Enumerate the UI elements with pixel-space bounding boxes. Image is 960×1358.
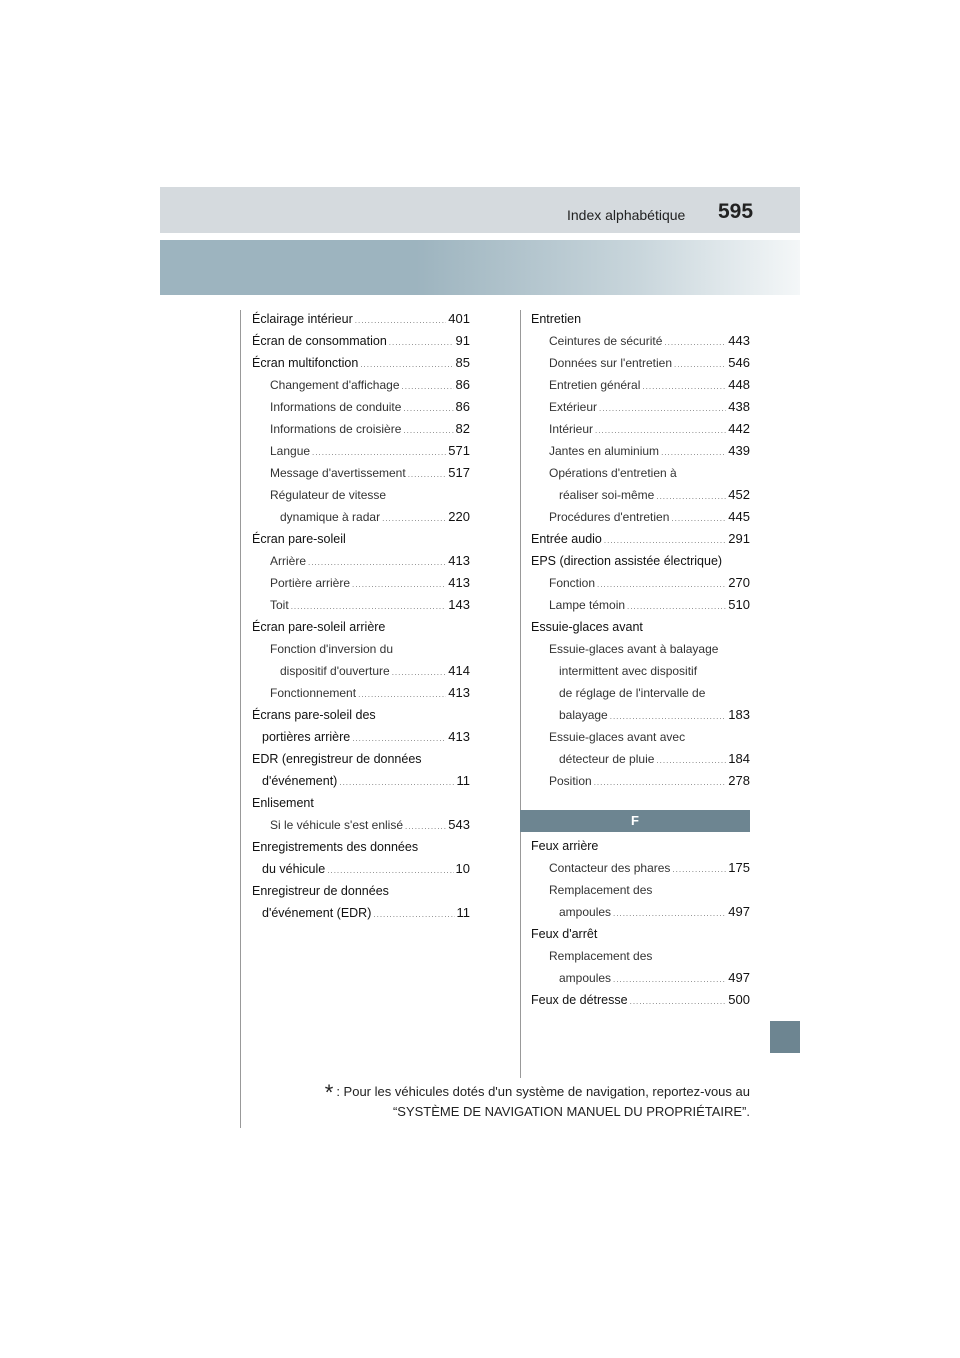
index-entry-page: 517 bbox=[448, 465, 470, 480]
index-entry-page: 438 bbox=[728, 399, 750, 414]
index-entry-label: Écran de consommation bbox=[252, 334, 387, 348]
index-entry-label: Régulateur de vitesse bbox=[270, 488, 387, 502]
index-entry-label: Si le véhicule s'est enlisé bbox=[270, 818, 404, 832]
index-entry-page: 442 bbox=[728, 421, 750, 436]
index-entry-page: 546 bbox=[728, 355, 750, 370]
leader-dots bbox=[599, 398, 726, 420]
index-entry bbox=[531, 462, 750, 484]
page-number: 595 bbox=[718, 200, 754, 223]
leader-dots bbox=[403, 420, 453, 442]
index-entry-page: 184 bbox=[728, 751, 750, 766]
column-divider bbox=[520, 310, 521, 1078]
index-entry-label: Enregistreur de données bbox=[252, 884, 389, 898]
leader-dots bbox=[594, 772, 727, 794]
index-entry-page: 443 bbox=[728, 333, 750, 348]
index-entry-label: ampoules bbox=[559, 971, 612, 985]
index-entry bbox=[252, 770, 470, 792]
index-entry-label: Contacteur des phares bbox=[549, 861, 671, 875]
index-entry bbox=[252, 440, 470, 462]
leader-dots bbox=[613, 969, 726, 991]
index-entry-page: 439 bbox=[728, 443, 750, 458]
index-entry-label: portières arrière bbox=[262, 730, 351, 744]
index-entry bbox=[252, 858, 470, 880]
leader-dots bbox=[674, 354, 726, 376]
index-entry bbox=[252, 308, 470, 330]
index-entry bbox=[531, 440, 750, 462]
index-entry-page: 10 bbox=[455, 861, 470, 876]
index-entry bbox=[531, 835, 750, 857]
index-entry bbox=[252, 374, 470, 396]
leader-dots bbox=[630, 991, 727, 1013]
index-entry-page: 220 bbox=[448, 509, 470, 524]
index-entry bbox=[531, 594, 750, 616]
index-entry bbox=[252, 902, 470, 924]
leader-dots bbox=[402, 376, 454, 398]
index-entry bbox=[531, 857, 750, 879]
index-entry bbox=[531, 682, 750, 704]
index-entry-label: réaliser soi-même bbox=[559, 488, 655, 502]
index-entry-label: Enlisement bbox=[252, 796, 314, 810]
index-entry bbox=[252, 748, 470, 770]
index-entry-label: Lampe témoin bbox=[549, 598, 626, 612]
index-entry-page: 413 bbox=[448, 729, 470, 744]
header-title: Index alphabétique bbox=[567, 207, 686, 223]
index-entry-label: Feux arrière bbox=[531, 839, 599, 853]
index-entry bbox=[531, 352, 750, 374]
index-entry bbox=[252, 792, 470, 814]
index-entry-page: 86 bbox=[455, 399, 470, 414]
index-entry bbox=[531, 374, 750, 396]
index-entry-label: Fonctionnement bbox=[270, 686, 357, 700]
leader-dots bbox=[339, 772, 454, 794]
index-entry bbox=[252, 638, 470, 660]
leader-dots bbox=[355, 310, 447, 332]
index-entry-label: d'événement (EDR) bbox=[262, 906, 372, 920]
index-entry bbox=[531, 967, 750, 989]
index-entry-label: Essuie-glaces avant bbox=[531, 620, 643, 634]
footnote bbox=[310, 1082, 750, 1121]
index-entry-label: Langue bbox=[270, 444, 311, 458]
index-entry-label: Message d'avertissement bbox=[270, 466, 406, 480]
index-entry bbox=[252, 550, 470, 572]
index-entry bbox=[252, 880, 470, 902]
index-entry-label: de réglage de l'intervalle de bbox=[559, 686, 706, 700]
index-entry-label: Essuie-glaces avant à balayage bbox=[549, 642, 719, 656]
index-entry-page: 11 bbox=[456, 773, 470, 788]
index-entry-page: 543 bbox=[448, 817, 470, 832]
index-entry-label: Extérieur bbox=[549, 400, 598, 414]
index-entry bbox=[531, 638, 750, 660]
leader-dots bbox=[382, 508, 446, 530]
index-entry-page: 278 bbox=[728, 773, 750, 788]
leader-dots bbox=[312, 442, 446, 464]
index-entry bbox=[531, 989, 750, 1011]
index-entry bbox=[252, 836, 470, 858]
index-entry-page: 91 bbox=[455, 333, 470, 348]
index-entry-label: Informations de conduite bbox=[270, 400, 402, 414]
index-entry-label: Éclairage intérieur bbox=[252, 312, 353, 326]
leader-dots bbox=[392, 662, 447, 684]
leader-dots bbox=[405, 816, 446, 838]
index-entry bbox=[531, 748, 750, 770]
index-entry-label: Jantes en aluminium bbox=[549, 444, 660, 458]
leader-dots bbox=[627, 596, 726, 618]
index-entry-page: 452 bbox=[728, 487, 750, 502]
index-entry-label: Procédures d'entretien bbox=[549, 510, 670, 524]
leader-dots bbox=[352, 728, 446, 750]
index-entry bbox=[531, 923, 750, 945]
leader-dots bbox=[642, 376, 726, 398]
index-entry bbox=[252, 726, 470, 748]
index-entry bbox=[531, 528, 750, 550]
index-entry-page: 401 bbox=[448, 311, 470, 326]
leader-dots bbox=[613, 903, 726, 925]
index-entry-label: Portière arrière bbox=[270, 576, 351, 590]
index-column-right-top bbox=[531, 308, 750, 792]
index-entry bbox=[252, 396, 470, 418]
header-band bbox=[160, 187, 800, 233]
section-header-f: F bbox=[520, 810, 750, 832]
leader-dots bbox=[656, 750, 726, 772]
index-entry bbox=[252, 462, 470, 484]
leader-dots bbox=[360, 354, 453, 376]
index-entry-label: Données sur l'entretien bbox=[549, 356, 673, 370]
index-entry-label: Intérieur bbox=[549, 422, 594, 436]
index-entry bbox=[252, 814, 470, 836]
footnote-line-1: : Pour les véhicules dotés d'un système de navigation, reportez-vous au bbox=[336, 1084, 750, 1099]
index-entry bbox=[531, 506, 750, 528]
index-entry-label: Écran pare-soleil arrière bbox=[252, 620, 386, 634]
index-entry-page: 270 bbox=[728, 575, 750, 590]
index-entry bbox=[252, 330, 470, 352]
index-entry-label: Ceintures de sécurité bbox=[549, 334, 663, 348]
decorative-band bbox=[160, 240, 800, 295]
index-entry-page: 497 bbox=[728, 970, 750, 985]
footnote-marker: * bbox=[324, 1080, 334, 1105]
index-entry bbox=[252, 528, 470, 550]
index-entry bbox=[531, 704, 750, 726]
index-entry-label: détecteur de pluie bbox=[559, 752, 655, 766]
leader-dots bbox=[389, 332, 454, 354]
index-entry-label: Feux de détresse bbox=[531, 993, 628, 1007]
index-entry-page: 143 bbox=[448, 597, 470, 612]
index-entry-label: intermittent avec dispositif bbox=[559, 664, 698, 678]
index-entry-page: 510 bbox=[728, 597, 750, 612]
index-entry-label: Feux d'arrêt bbox=[531, 927, 598, 941]
index-entry bbox=[531, 396, 750, 418]
index-entry bbox=[531, 726, 750, 748]
index-entry-page: 175 bbox=[728, 860, 750, 875]
leader-dots bbox=[408, 464, 447, 486]
index-entry bbox=[252, 682, 470, 704]
index-entry bbox=[531, 945, 750, 967]
index-entry bbox=[531, 660, 750, 682]
index-entry-label: Remplacement des bbox=[549, 883, 653, 897]
index-entry-label: Remplacement des bbox=[549, 949, 653, 963]
index-entry-label: du véhicule bbox=[262, 862, 326, 876]
chapter-tab bbox=[770, 1021, 800, 1053]
leader-dots bbox=[604, 530, 726, 552]
leader-dots bbox=[403, 398, 453, 420]
index-entry bbox=[531, 330, 750, 352]
index-entry-label: dispositif d'ouverture bbox=[280, 664, 390, 678]
index-entry-label: d'événement) bbox=[262, 774, 338, 788]
index-entry-page: 85 bbox=[455, 355, 470, 370]
index-entry-page: 571 bbox=[448, 443, 470, 458]
index-entry-label: Fonction d'inversion du bbox=[270, 642, 394, 656]
index-entry-label: Entretien bbox=[531, 312, 582, 326]
leader-dots bbox=[373, 904, 454, 926]
index-entry-page: 413 bbox=[448, 575, 470, 590]
index-entry-label: Changement d'affichage bbox=[270, 378, 400, 392]
index-entry-page: 82 bbox=[455, 421, 470, 436]
index-entry bbox=[531, 901, 750, 923]
left-rule bbox=[240, 310, 241, 1128]
index-entry bbox=[252, 572, 470, 594]
index-entry-page: 413 bbox=[448, 553, 470, 568]
index-entry bbox=[531, 616, 750, 638]
index-entry-page: 497 bbox=[728, 904, 750, 919]
index-entry bbox=[252, 704, 470, 726]
index-entry-label: Écrans pare-soleil des bbox=[252, 708, 376, 722]
index-column-right-bottom bbox=[531, 835, 750, 1011]
index-entry-label: dynamique à radar bbox=[280, 510, 381, 524]
leader-dots bbox=[661, 442, 726, 464]
leader-dots bbox=[672, 859, 726, 881]
index-entry-label: Arrière bbox=[270, 554, 307, 568]
index-entry-label: Opérations d'entretien à bbox=[549, 466, 677, 480]
index-entry bbox=[531, 572, 750, 594]
index-entry-page: 86 bbox=[455, 377, 470, 392]
leader-dots bbox=[308, 552, 446, 574]
leader-dots bbox=[595, 420, 726, 442]
index-entry-label: Fonction bbox=[549, 576, 596, 590]
index-entry-label: Toit bbox=[270, 598, 289, 612]
index-entry-label: balayage bbox=[559, 708, 608, 722]
index-entry-page: 445 bbox=[728, 509, 750, 524]
index-entry-page: 500 bbox=[728, 992, 750, 1007]
leader-dots bbox=[656, 486, 726, 508]
leader-dots bbox=[291, 596, 447, 618]
leader-dots bbox=[664, 332, 726, 354]
index-entry bbox=[531, 308, 750, 330]
index-entry-page: 413 bbox=[448, 685, 470, 700]
index-entry bbox=[252, 660, 470, 682]
index-entry bbox=[252, 418, 470, 440]
index-entry-page: 448 bbox=[728, 377, 750, 392]
index-entry bbox=[252, 506, 470, 528]
index-entry bbox=[252, 616, 470, 638]
index-entry bbox=[531, 770, 750, 792]
index-entry-label: EDR (enregistreur de données bbox=[252, 752, 422, 766]
footnote-line-2: “SYSTÈME DE NAVIGATION MANUEL DU PROPRIÉTAIRE”. bbox=[392, 1104, 750, 1119]
index-entry-page: 11 bbox=[456, 905, 470, 920]
index-entry-page: 183 bbox=[728, 707, 750, 722]
index-entry bbox=[252, 594, 470, 616]
index-entry-label: Position bbox=[549, 774, 592, 788]
index-entry-page: 414 bbox=[448, 663, 470, 678]
leader-dots bbox=[358, 684, 446, 706]
index-entry-label: Écran pare-soleil bbox=[252, 532, 346, 546]
index-entry bbox=[252, 484, 470, 506]
index-entry bbox=[531, 484, 750, 506]
index-column-left bbox=[252, 308, 470, 924]
leader-dots bbox=[610, 706, 727, 728]
index-entry bbox=[531, 550, 750, 572]
leader-dots bbox=[671, 508, 726, 530]
leader-dots bbox=[352, 574, 446, 596]
index-entry-page: 291 bbox=[728, 531, 750, 546]
index-entry-label: Écran multifonction bbox=[252, 356, 359, 370]
index-entry-label: Entretien général bbox=[549, 378, 641, 392]
leader-dots bbox=[597, 574, 726, 596]
index-entry-label: Informations de croisière bbox=[270, 422, 402, 436]
index-entry-label: Entrée audio bbox=[531, 532, 602, 546]
index-entry-label: Enregistrements des données bbox=[252, 840, 419, 854]
index-entry-label: Essuie-glaces avant avec bbox=[549, 730, 686, 744]
leader-dots bbox=[327, 860, 453, 882]
index-entry-label: ampoules bbox=[559, 905, 612, 919]
index-entry bbox=[531, 879, 750, 901]
index-entry bbox=[252, 352, 470, 374]
index-entry bbox=[531, 418, 750, 440]
index-entry-label: EPS (direction assistée électrique) bbox=[531, 554, 723, 568]
